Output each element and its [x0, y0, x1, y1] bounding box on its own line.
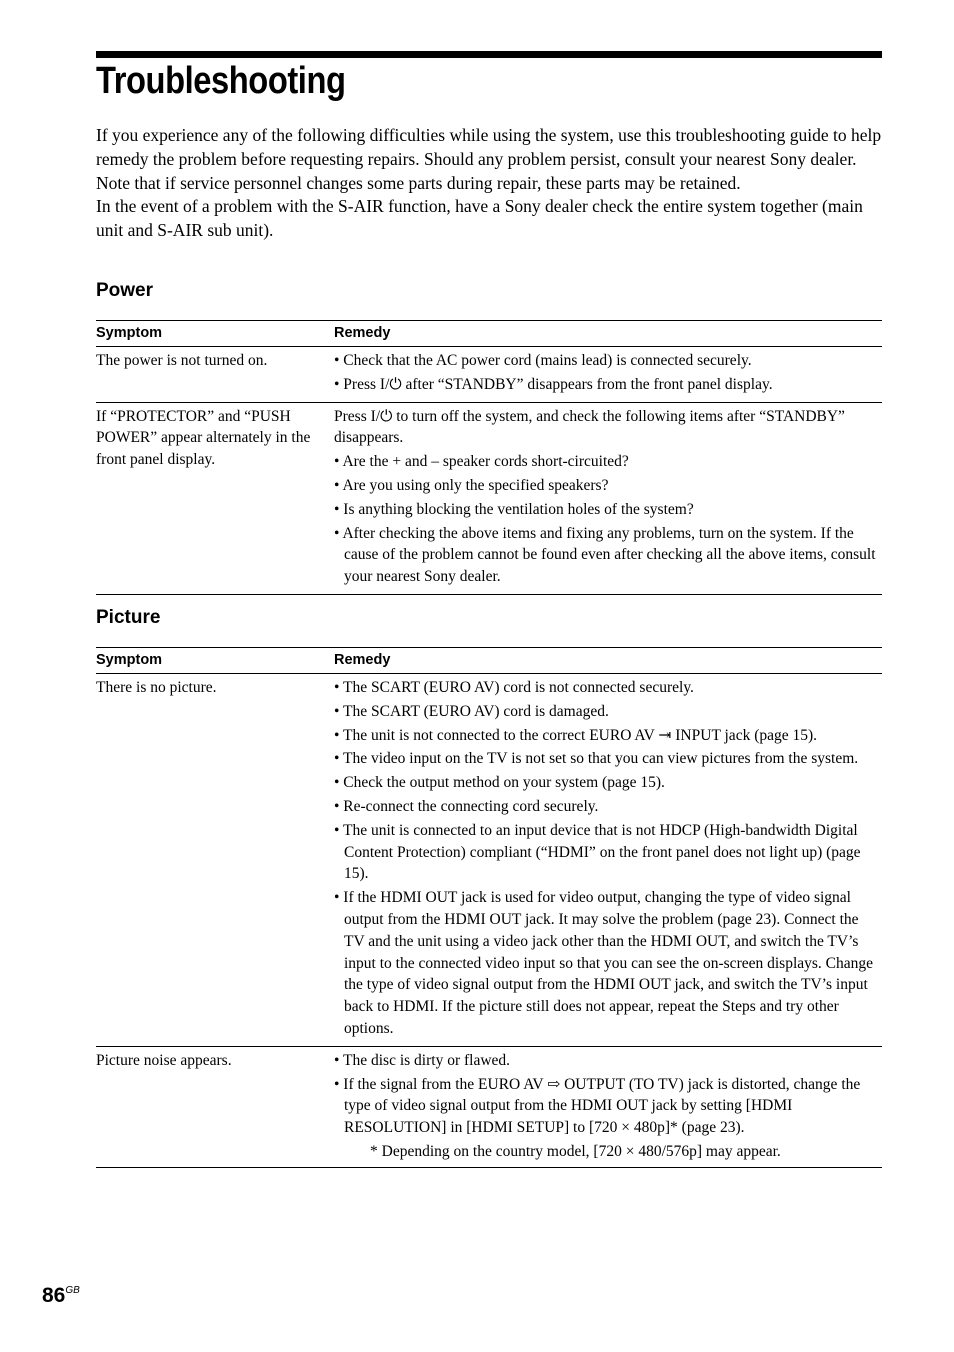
power-table: [96, 320, 882, 595]
column-header-symptom: Symptom: [96, 321, 334, 347]
remedy-item: • Press I/⏻ after “STANDBY” disappears from the front panel display.: [334, 375, 773, 393]
remedy-cell: [334, 674, 882, 1047]
remedy-cell: [334, 402, 882, 594]
remedy-item: • If the HDMI OUT jack is used for video output, changing the type of video signal output from the HDMI OUT jack. It may solve the problem (page 23). Connect the TV and the unit using a video jack other than the HDMI OUT, and switch the TV’s input to the connected video input so that you can see the on-screen displays. Change the type of video signal output from the HDMI OUT jack, and switch the TV’s input back to HDMI. If the picture still does not appear, repeat the Steps and try other options.: [334, 889, 874, 1037]
remedy-item: • If the signal from the EURO AV ⇨ OUTPUT (TO TV) jack is distorted, change the type of video signal output from the HDMI OUT jack by setting [HDMI RESOLUTION] in [HDMI SETUP] to [720 × 480p]* (page 23).: [334, 1075, 861, 1137]
remedy-item: • Re-connect the connecting cord securely.: [334, 797, 599, 815]
table-row: [96, 674, 882, 1047]
page-number-value: 86: [42, 1284, 66, 1307]
remedy-item: • The unit is connected to an input device that is not HDCP (High-bandwidth Digital Content Protection) compliant (“HDMI” on the front panel does not light up) (page 15).: [334, 821, 861, 883]
symptom-cell: If “PROTECTOR” and “PUSH POWER” appear alternately in the front panel display.: [96, 407, 311, 469]
column-header-remedy: Remedy: [334, 321, 882, 347]
remedy-item: • Are the + and – speaker cords short-circuited?: [334, 453, 629, 471]
picture-table: [96, 647, 882, 1168]
remedy-item: • After checking the above items and fixing any problems, turn on the system. If the cause of the problem cannot be found even after checking all the above items, consult your nearest Sony dealer.: [334, 524, 876, 586]
remedy-item: • Check the output method on your system (page 15).: [334, 774, 665, 792]
section-heading-power: Power: [96, 280, 154, 301]
remedy-item: • The video input on the TV is not set so that you can view pictures from the system.: [334, 750, 859, 768]
table-row: [96, 1046, 882, 1167]
footnote: * Depending on the country model, [720 × 480/576p] may appear.: [370, 1142, 781, 1160]
remedy-item: • The SCART (EURO AV) cord is damaged.: [334, 702, 609, 720]
column-header-remedy: Remedy: [334, 648, 882, 674]
table-row: [96, 347, 882, 403]
intro-paragraph: In the event of a problem with the S-AIR function, have a Sony dealer check the entire system together (main unit and S-AIR sub unit).: [96, 196, 863, 241]
region-code: GB: [65, 1285, 80, 1296]
column-header-symptom: Symptom: [96, 648, 334, 674]
remedy-cell: [334, 1046, 882, 1167]
section-heading-picture: Picture: [96, 607, 161, 628]
page-number: [42, 1284, 80, 1308]
remedy-item: • The unit is not connected to the correct EURO AV ⇥ INPUT jack (page 15).: [334, 726, 818, 744]
remedy-item: • Check that the AC power cord (mains lead) is connected securely.: [334, 352, 752, 369]
symptom-cell: Picture noise appears.: [96, 1051, 232, 1069]
remedy-item: • The SCART (EURO AV) cord is not connected securely.: [334, 679, 694, 696]
intro-paragraph: Note that if service personnel changes some parts during repair, these parts may be retained.: [96, 172, 741, 193]
remedy-lead: Press I/⏻ to turn off the system, and check the following items after “STANDBY” disappears.: [334, 407, 845, 447]
intro-text: [96, 124, 886, 243]
remedy-item: • The disc is dirty or flawed.: [334, 1051, 511, 1069]
remedy-item: • Are you using only the specified speakers?: [334, 476, 609, 494]
intro-paragraph: If you experience any of the following difficulties while using the system, use this troubleshooting guide to help remedy the problem before requesting repairs. Should any problem persist, consult your nearest Sony dealer.: [96, 125, 882, 169]
symptom-cell: The power is not turned on.: [96, 352, 268, 369]
remedy-cell: [334, 347, 882, 403]
remedy-item: • Is anything blocking the ventilation holes of the system?: [334, 500, 694, 518]
symptom-cell: There is no picture.: [96, 679, 217, 696]
top-rule: [96, 51, 882, 58]
table-row: [96, 402, 882, 594]
page-title: Troubleshooting: [96, 60, 346, 102]
